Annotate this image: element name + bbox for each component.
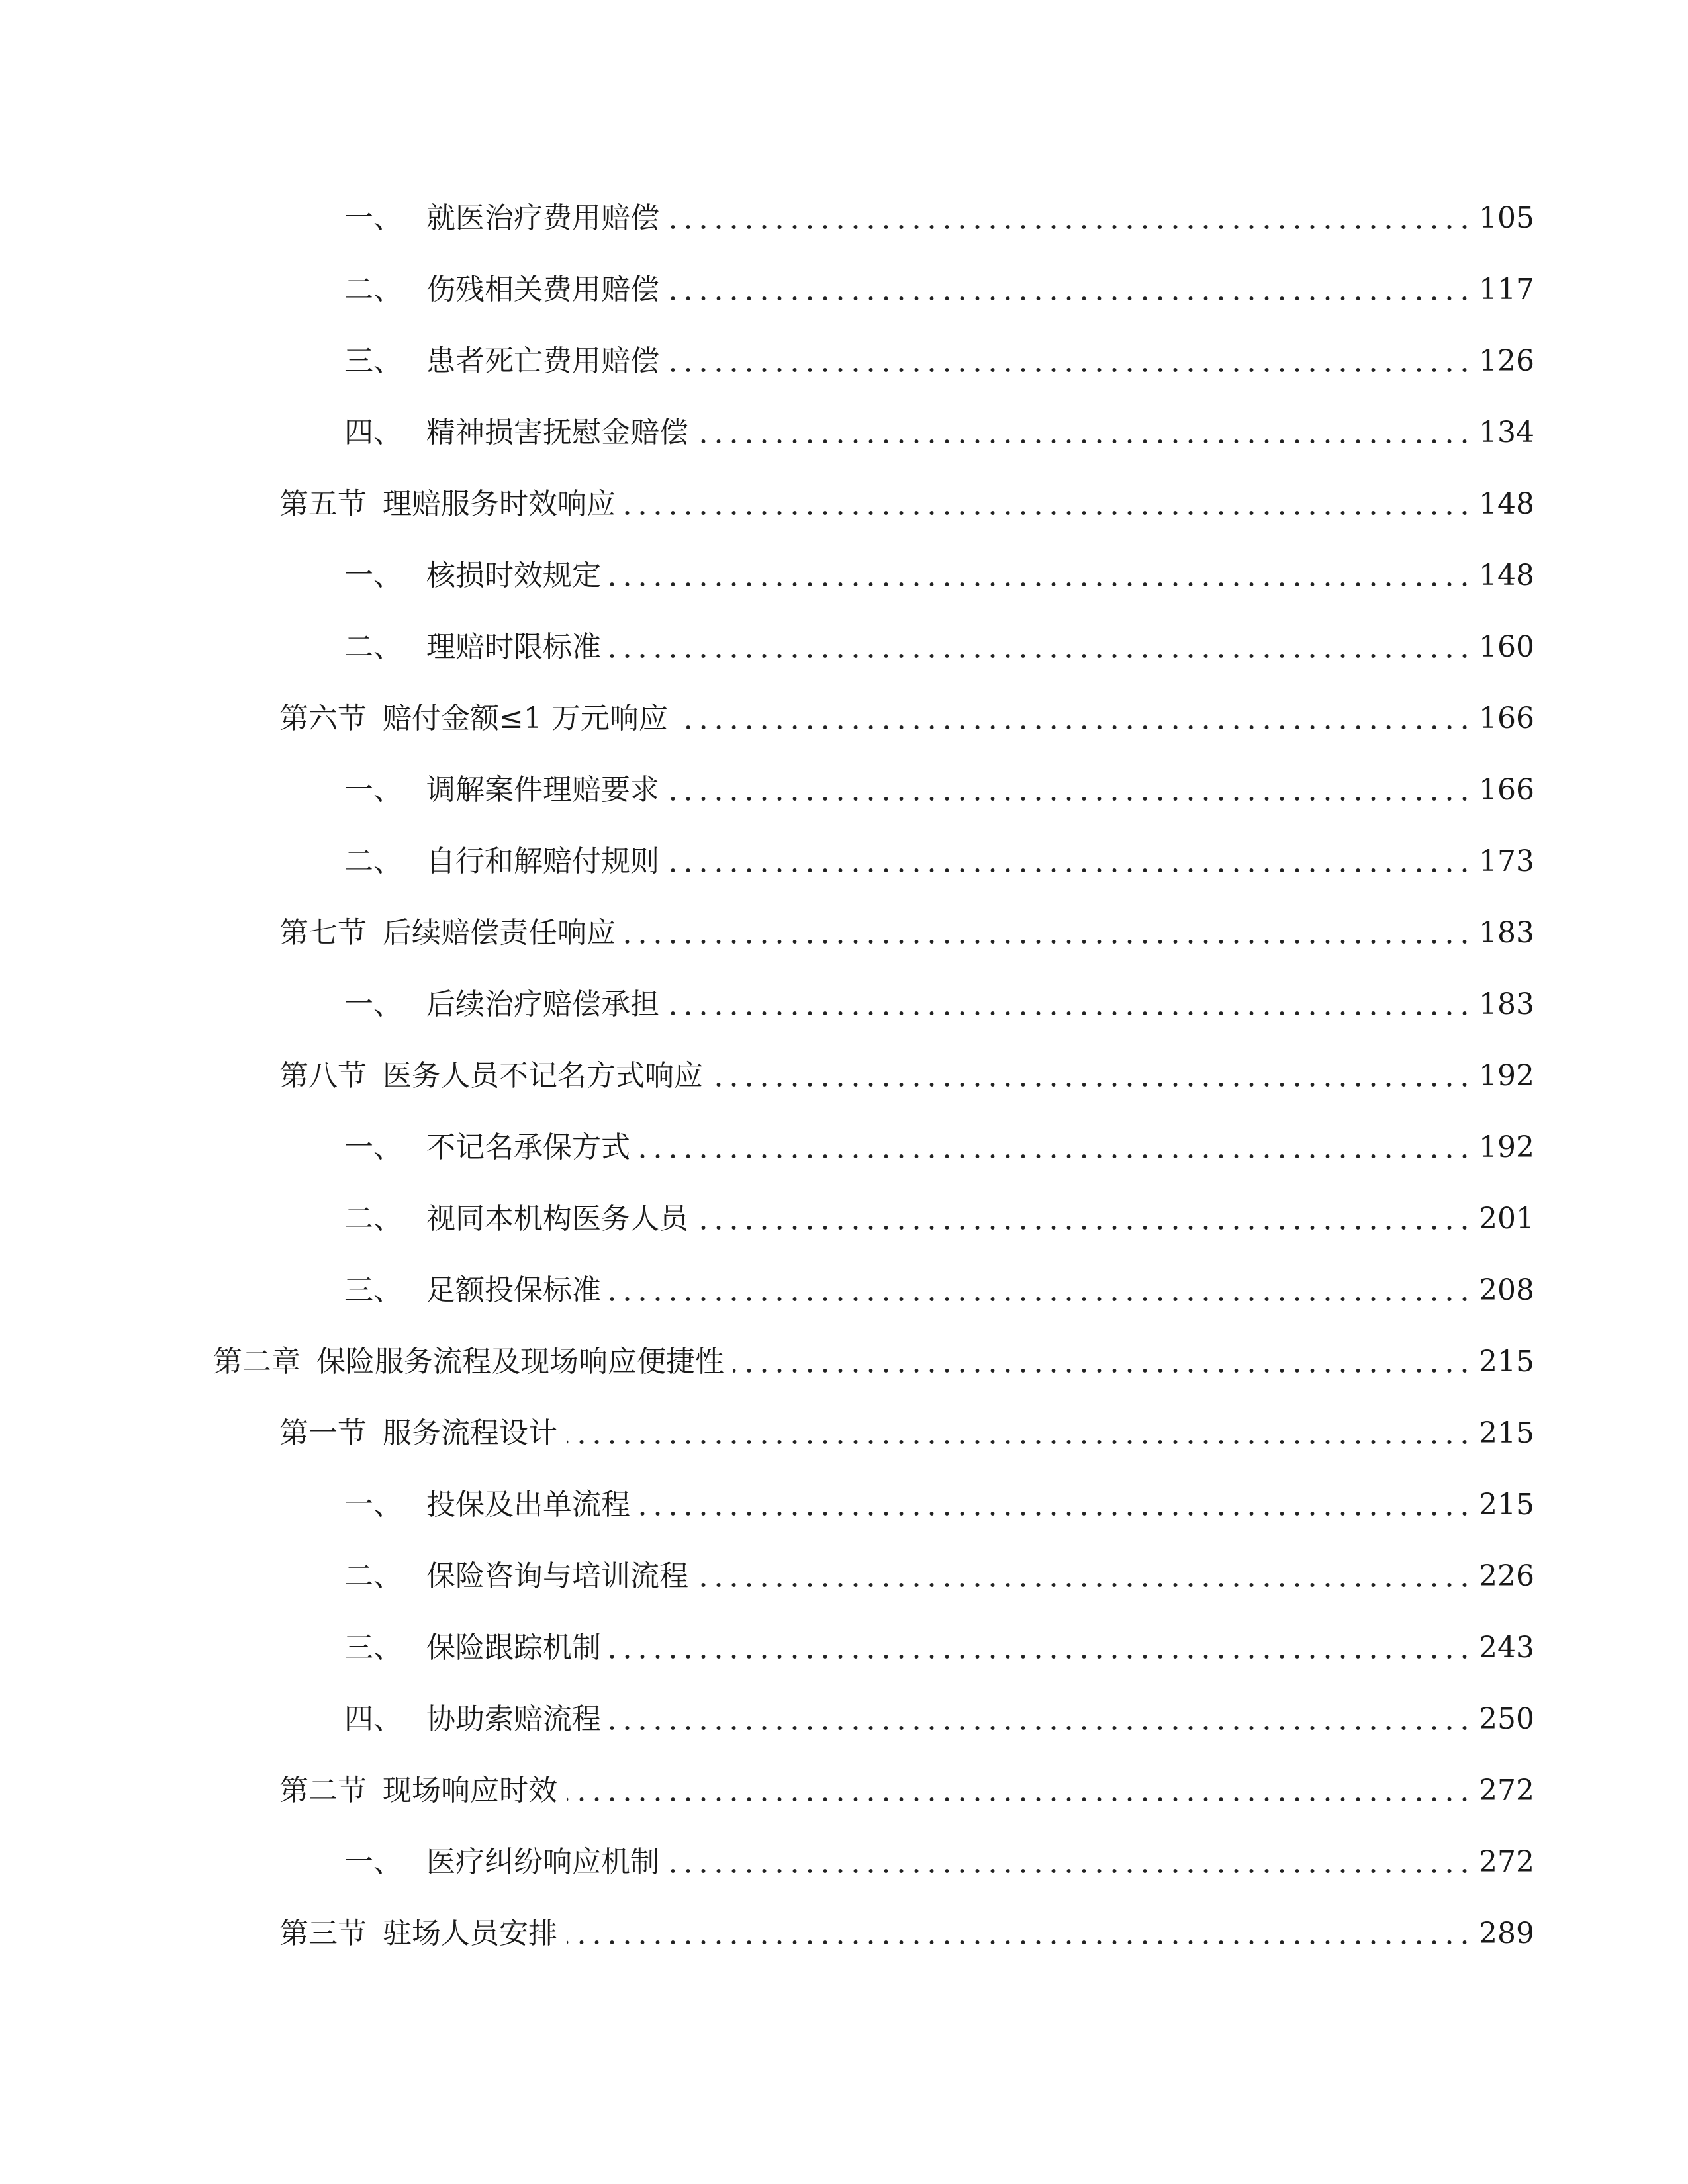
toc-entry-page: 201 [1479, 1202, 1534, 1236]
toc-entry[interactable] [279, 907, 1534, 960]
dot-leader [610, 621, 1472, 674]
toc-entry-page: 226 [1479, 1559, 1534, 1593]
toc-entry[interactable] [344, 192, 1534, 245]
toc-entry-title: 精神损害抚慰金赔偿 [426, 416, 688, 449]
toc-entry[interactable] [279, 1907, 1534, 1960]
dot-leader [698, 1550, 1472, 1603]
dot-leader [639, 1479, 1472, 1531]
toc-entry-title: 不记名承保方式 [426, 1130, 630, 1164]
toc-entry-title: 后续治疗赔偿承担 [426, 987, 659, 1021]
dot-leader [677, 692, 1472, 745]
toc-entry-title: 服务流程设计 [383, 1416, 557, 1450]
toc-entry-page: 183 [1479, 987, 1534, 1021]
toc-entry-page: 173 [1479, 844, 1534, 878]
toc-entry-number: 一、 [344, 987, 402, 1021]
toc-entry-page: 215 [1479, 1488, 1534, 1522]
toc-entry-number: 一、 [344, 1488, 402, 1522]
dot-leader [669, 192, 1472, 245]
toc-entry-title: 就医治疗费用赔偿 [426, 201, 659, 235]
toc-entry-title: 保险咨询与培训流程 [426, 1559, 688, 1593]
toc-entry-number: 一、 [344, 773, 402, 807]
toc-entry-page: 160 [1479, 630, 1534, 664]
toc-entry-number: 第六节 [279, 702, 367, 735]
toc-entry-number: 一、 [344, 201, 402, 235]
dot-leader [610, 1693, 1472, 1746]
toc-entry-number: 一、 [344, 1845, 402, 1879]
toc-entry-page: 148 [1479, 559, 1534, 592]
toc-entry[interactable] [344, 1550, 1534, 1603]
toc-entry[interactable] [279, 692, 1534, 745]
toc-entry-title: 后续赔偿责任响应 [383, 916, 616, 950]
dot-leader [669, 835, 1472, 888]
toc-entry-title: 医务人员不记名方式响应 [383, 1059, 703, 1093]
toc-entry-title: 保险服务流程及现场响应便捷性 [316, 1345, 724, 1379]
dot-leader [610, 1621, 1472, 1674]
dot-leader [669, 335, 1472, 388]
dot-leader [567, 1764, 1472, 1817]
dot-leader [669, 1836, 1472, 1889]
toc-entry-title: 视同本机构医务人员 [426, 1202, 688, 1236]
dot-leader [669, 263, 1472, 316]
toc-entry[interactable] [344, 621, 1534, 674]
toc-entry-number: 第七节 [279, 916, 367, 950]
dot-leader [567, 1407, 1472, 1460]
toc-entry-title: 驻场人员安排 [383, 1917, 557, 1950]
toc-entry-page: 289 [1479, 1917, 1534, 1950]
toc-entry[interactable] [344, 835, 1534, 888]
toc-entry[interactable] [344, 1693, 1534, 1746]
toc-entry-number: 二、 [344, 630, 402, 664]
toc-entry[interactable] [279, 478, 1534, 531]
dot-leader [610, 549, 1472, 602]
toc-entry[interactable] [344, 263, 1534, 316]
toc-entry[interactable] [279, 1764, 1534, 1817]
toc-entry-number: 第五节 [279, 487, 367, 521]
toc-entry-title: 保险跟踪机制 [426, 1631, 601, 1664]
toc-entry[interactable] [344, 1121, 1534, 1174]
dot-leader [567, 1907, 1472, 1960]
toc-entry-number: 三、 [344, 1631, 402, 1664]
dot-leader [698, 1193, 1472, 1246]
toc-entry-page: 166 [1479, 702, 1534, 735]
toc-entry-number: 二、 [344, 1559, 402, 1593]
toc-entry-number: 第二章 [213, 1345, 301, 1379]
dot-leader [610, 1264, 1472, 1317]
dot-leader [712, 1050, 1472, 1103]
toc-entry-page: 148 [1479, 487, 1534, 521]
toc-entry-page: 166 [1479, 773, 1534, 807]
toc-entry-page: 192 [1479, 1059, 1534, 1093]
toc-entry-page: 105 [1479, 201, 1534, 235]
toc-entry[interactable] [344, 406, 1534, 459]
toc-entry-number: 一、 [344, 1130, 402, 1164]
toc-entry-number: 三、 [344, 1273, 402, 1307]
toc-entry[interactable] [344, 335, 1534, 388]
toc-entry-page: 243 [1479, 1631, 1534, 1664]
dot-leader [669, 764, 1472, 817]
dot-leader [698, 406, 1472, 459]
toc-entry-title: 协助索赔流程 [426, 1702, 601, 1736]
toc-entry-title: 足额投保标准 [426, 1273, 601, 1307]
toc-entry-title: 理赔时限标准 [426, 630, 601, 664]
toc-entry-title: 患者死亡费用赔偿 [426, 344, 659, 378]
toc-entry-number: 四、 [344, 416, 402, 449]
toc-entry[interactable] [344, 1621, 1534, 1674]
toc-entry-title: 理赔服务时效响应 [383, 487, 616, 521]
toc-entry-page: 215 [1479, 1416, 1534, 1450]
toc-entry-page: 272 [1479, 1774, 1534, 1807]
toc-entry-page: 215 [1479, 1345, 1534, 1379]
dot-leader [639, 1121, 1472, 1174]
dot-leader [733, 1336, 1472, 1388]
toc-entry-number: 一、 [344, 559, 402, 592]
toc-entry-number: 第一节 [279, 1416, 367, 1450]
toc-entry[interactable] [344, 1479, 1534, 1531]
toc-entry-title: 自行和解赔付规则 [426, 844, 659, 878]
toc-entry[interactable] [344, 764, 1534, 817]
toc-entry[interactable] [279, 1050, 1534, 1103]
toc-entry-page: 117 [1479, 273, 1534, 306]
toc-entry-title: 赔付金额≤1 万元响应 [383, 702, 668, 735]
toc-entry-number: 第三节 [279, 1917, 367, 1950]
toc-entry-title: 投保及出单流程 [426, 1488, 630, 1522]
toc-entry-number: 三、 [344, 344, 402, 378]
toc-entry-page: 183 [1479, 916, 1534, 950]
toc-entry-page: 192 [1479, 1130, 1534, 1164]
dot-leader [625, 478, 1472, 531]
toc-entry-page: 272 [1479, 1845, 1534, 1879]
toc-entry-title: 医疗纠纷响应机制 [426, 1845, 659, 1879]
toc-entry[interactable] [344, 1264, 1534, 1317]
toc-entry[interactable] [344, 978, 1534, 1031]
toc-entry[interactable] [213, 1336, 1534, 1388]
toc-entry-number: 二、 [344, 273, 402, 306]
toc-entry-number: 四、 [344, 1702, 402, 1736]
toc-entry-title: 伤残相关费用赔偿 [426, 273, 659, 306]
toc-entry-title: 核损时效规定 [426, 559, 601, 592]
toc-entry-title: 现场响应时效 [383, 1774, 557, 1807]
toc-entry-number: 二、 [344, 844, 402, 878]
toc-entry-page: 250 [1479, 1702, 1534, 1736]
toc-entry-number: 第八节 [279, 1059, 367, 1093]
toc-entry-title: 调解案件理赔要求 [426, 773, 659, 807]
toc-entry[interactable] [344, 549, 1534, 602]
toc-entry[interactable] [279, 1407, 1534, 1460]
toc-entry-page: 208 [1479, 1273, 1534, 1307]
toc-entry[interactable] [344, 1836, 1534, 1889]
dot-leader [669, 978, 1472, 1031]
toc-entry-number: 二、 [344, 1202, 402, 1236]
dot-leader [625, 907, 1472, 960]
toc-entry[interactable] [344, 1193, 1534, 1246]
toc-entry-page: 126 [1479, 344, 1534, 378]
toc-entry-page: 134 [1479, 416, 1534, 449]
toc-entry-number: 第二节 [279, 1774, 367, 1807]
